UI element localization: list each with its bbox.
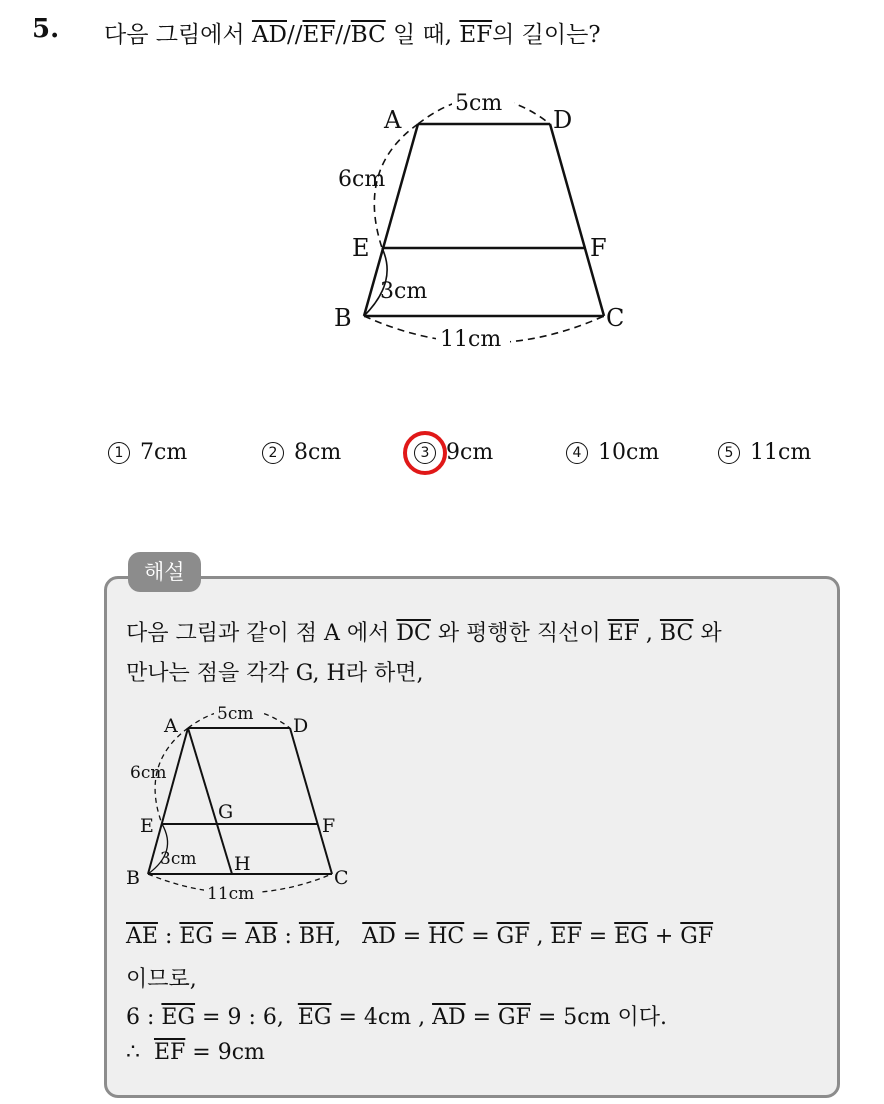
- segment-hc: $\overline{HC}$: [428, 924, 465, 949]
- solution-text: = 9cm: [185, 1040, 265, 1065]
- solution-text: ,: [638, 621, 660, 646]
- choice-text-3: 9cm: [446, 440, 494, 465]
- solution-line-5: [126, 1000, 667, 1031]
- point-label-b: B: [334, 304, 352, 332]
- segment-ef: $\overline{EF}$: [153, 1040, 186, 1065]
- solution-text: :: [157, 924, 180, 949]
- length-label-bc: 11cm: [440, 327, 502, 352]
- solution-figure: [118, 700, 368, 906]
- solution-text: = 5cm 이다.: [530, 1005, 667, 1030]
- solution-text: +: [647, 924, 681, 949]
- solution-text: =: [464, 924, 497, 949]
- solution-line-1: [126, 616, 722, 647]
- point-label-e: E: [140, 815, 154, 837]
- choice-1[interactable]: [108, 440, 187, 465]
- segment-bc: $\overline{BC}$: [659, 621, 694, 646]
- segment-ad: $\overline{AD}$: [251, 22, 287, 48]
- point-label-a: A: [384, 106, 402, 134]
- solution-text: =: [395, 924, 429, 949]
- segment-ef-target: $\overline{EF}$: [459, 22, 493, 48]
- segment-ad: $\overline{AD}$: [432, 1005, 466, 1030]
- side-dc: [290, 728, 332, 874]
- choice-number-4: 4: [566, 442, 588, 464]
- question-number: 5.: [32, 14, 60, 44]
- solution-label: 해설: [128, 552, 201, 592]
- solution-text: =: [213, 924, 246, 949]
- point-label-a: A: [164, 715, 178, 737]
- length-label-ad: 5cm: [217, 704, 254, 724]
- question-text: [104, 16, 601, 49]
- trapezoid-figure: [320, 86, 640, 356]
- point-label-g: G: [218, 801, 234, 823]
- segment-ab: $\overline{AB}$: [245, 924, 278, 949]
- choice-number-3-digit: 3: [420, 444, 430, 461]
- solution-text: =: [465, 1005, 499, 1030]
- solution-line-3: [126, 924, 713, 949]
- segment-gf: $\overline{GF}$: [498, 1005, 531, 1030]
- point-label-c: C: [334, 867, 349, 889]
- point-label-b: B: [126, 867, 140, 889]
- choice-text-2: 8cm: [294, 440, 342, 465]
- point-label-e: E: [352, 234, 370, 262]
- choice-text-4: 10cm: [598, 440, 660, 465]
- length-label-ae: 6cm: [338, 167, 386, 192]
- solution-line-6: [126, 1040, 265, 1065]
- length-label-ae: 6cm: [130, 763, 167, 783]
- solution-text: 다음 그림과 같이 점 A 에서: [126, 621, 397, 646]
- solution-line-4: 이므로,: [126, 967, 197, 992]
- length-label-eb: 3cm: [380, 279, 428, 304]
- segment-eg: $\overline{EG}$: [179, 924, 213, 949]
- solution-line-2: 만나는 점을 각각 G, H라 하면,: [126, 661, 424, 686]
- parallel-sign: //: [335, 22, 351, 48]
- length-label-eb: 3cm: [160, 849, 197, 869]
- segment-ae: $\overline{AE}$: [126, 924, 158, 949]
- point-label-c: C: [606, 304, 625, 332]
- length-label-ad: 5cm: [455, 91, 503, 116]
- point-label-d: D: [553, 106, 573, 134]
- choice-text-1: 7cm: [140, 440, 188, 465]
- length-label-bc: 11cm: [207, 884, 255, 904]
- question-text-after: 의 길이는?: [492, 22, 601, 48]
- point-label-f: F: [590, 234, 607, 262]
- choice-2[interactable]: [262, 440, 341, 465]
- solution-text: ,: [529, 924, 551, 949]
- segment-ef: $\overline{EF}$: [607, 621, 639, 646]
- segment-ef: $\overline{EF}$: [550, 924, 582, 949]
- side-dc: [550, 124, 604, 316]
- choice-number-3: [414, 442, 436, 464]
- choice-number-1: 1: [108, 442, 130, 464]
- question-text-before: 다음 그림에서: [104, 22, 252, 48]
- segment-ad: $\overline{AD}$: [362, 924, 396, 949]
- solution-text: 와: [693, 621, 722, 646]
- choice-4[interactable]: [566, 440, 659, 465]
- solution-text: :: [277, 924, 299, 949]
- point-label-f: F: [322, 815, 336, 837]
- choice-5[interactable]: [718, 440, 811, 465]
- solution-text: =: [581, 924, 615, 949]
- segment-gf: $\overline{GF}$: [496, 924, 530, 949]
- segment-eg: $\overline{EG}$: [614, 924, 648, 949]
- solution-text: ,: [334, 924, 363, 949]
- segment-bc: $\overline{BC}$: [350, 22, 386, 48]
- choice-number-5: 5: [718, 442, 740, 464]
- segment-bh: $\overline{BH}$: [298, 924, 335, 949]
- therefore-sign: ∴: [126, 1040, 154, 1065]
- choice-text-5: 11cm: [750, 440, 812, 465]
- question-text-mid: 일 때,: [385, 22, 460, 48]
- segment-eg: $\overline{EG}$: [161, 1005, 196, 1030]
- solution-text: = 9 : 6,: [195, 1005, 298, 1030]
- point-label-h: H: [234, 853, 251, 875]
- parallel-sign: //: [287, 22, 303, 48]
- point-label-d: D: [293, 715, 309, 737]
- choice-number-2: 2: [262, 442, 284, 464]
- solution-text: = 4cm ,: [331, 1005, 433, 1030]
- solution-text: 와 평행한 직선이: [430, 621, 608, 646]
- solution-text: 6 :: [126, 1005, 162, 1030]
- segment-eg: $\overline{EG}$: [297, 1005, 332, 1030]
- segment-dc: $\overline{DC}$: [396, 621, 431, 646]
- answer-choices: [108, 440, 838, 480]
- choice-3[interactable]: [414, 440, 493, 465]
- segment-ef: $\overline{EF}$: [302, 22, 336, 48]
- segment-gf: $\overline{GF}$: [680, 924, 714, 949]
